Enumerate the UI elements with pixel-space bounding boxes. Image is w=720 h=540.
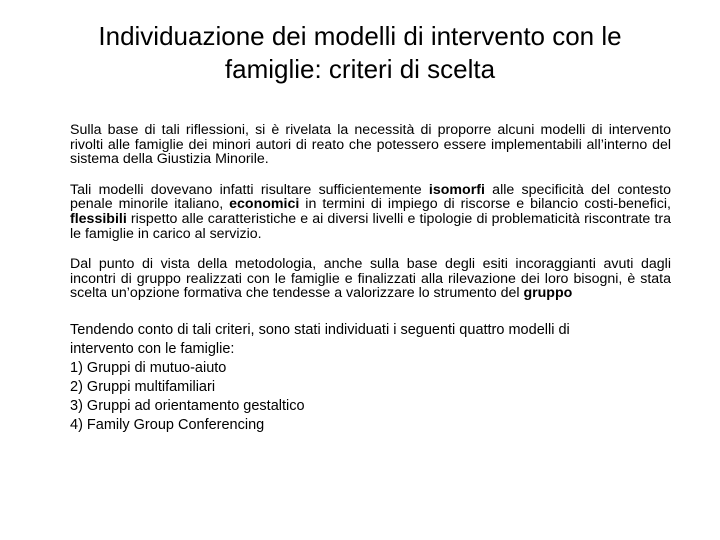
model-item: 1) Gruppi di mutuo-aiuto bbox=[70, 359, 227, 376]
paragraph-criteria bbox=[70, 183, 671, 241]
models-intro-line-1: Tendendo conto di tali criteri, sono stati individuati i seguenti quattro modelli di bbox=[70, 321, 570, 338]
methodology-text: Dal punto di vista della metodologia, anche sulla base degli esiti incoraggianti avuti dagli incontri di gruppo realizzati con le famiglie e finalizzati alla rilevazione dei loro bisogni, è stata scelta un’opzione formativa che tendesse a valorizzare lo strumento del bbox=[70, 256, 671, 302]
slide-title-line-2: famiglie: criteri di scelta bbox=[224, 54, 496, 84]
paragraph-premise: Sulla base di tali riflessioni, si è rivelata la necessità di proporre alcuni modelli di intervento rivolti alle famiglie dei minori autori di reato che potessero essere implementabili all’interno del sistema della Giustizia Minorile. bbox=[70, 122, 671, 168]
slide-title-line-1: Individuazione dei modelli di intervento con le bbox=[98, 21, 622, 51]
paragraph-methodology bbox=[70, 257, 671, 301]
paragraph-models bbox=[70, 321, 671, 435]
criteria-text-3: in termini di impiego di riscorse e bilancio costi-benefici, bbox=[299, 196, 671, 213]
criteria-text-2: alle specificità del contesto penale minorile italiano, bbox=[70, 181, 671, 213]
models-intro-line-2: intervento con le famiglie: bbox=[70, 340, 235, 357]
criteria-text-1: Tali modelli dovevano infatti risultare sufficientemente bbox=[70, 181, 429, 198]
methodology-gruppo: gruppo bbox=[523, 285, 573, 302]
model-item: 4) Family Group Conferencing bbox=[70, 416, 265, 433]
criteria-text-4: rispetto alle caratteristiche e ai diversi livelli e tipologie di problematicità riscontrate tra le famiglie in carico al servizio. bbox=[70, 210, 671, 242]
model-item: 2) Gruppi multifamiliari bbox=[70, 378, 216, 395]
model-item: 3) Gruppi ad orientamento gestaltico bbox=[70, 397, 305, 414]
slide-body bbox=[70, 123, 671, 451]
criterion-economici: economici bbox=[229, 196, 300, 213]
slide-title bbox=[20, 20, 700, 86]
criterion-isomorfi: isomorfi bbox=[428, 181, 485, 198]
criterion-flessibili: flessibili bbox=[70, 210, 127, 227]
